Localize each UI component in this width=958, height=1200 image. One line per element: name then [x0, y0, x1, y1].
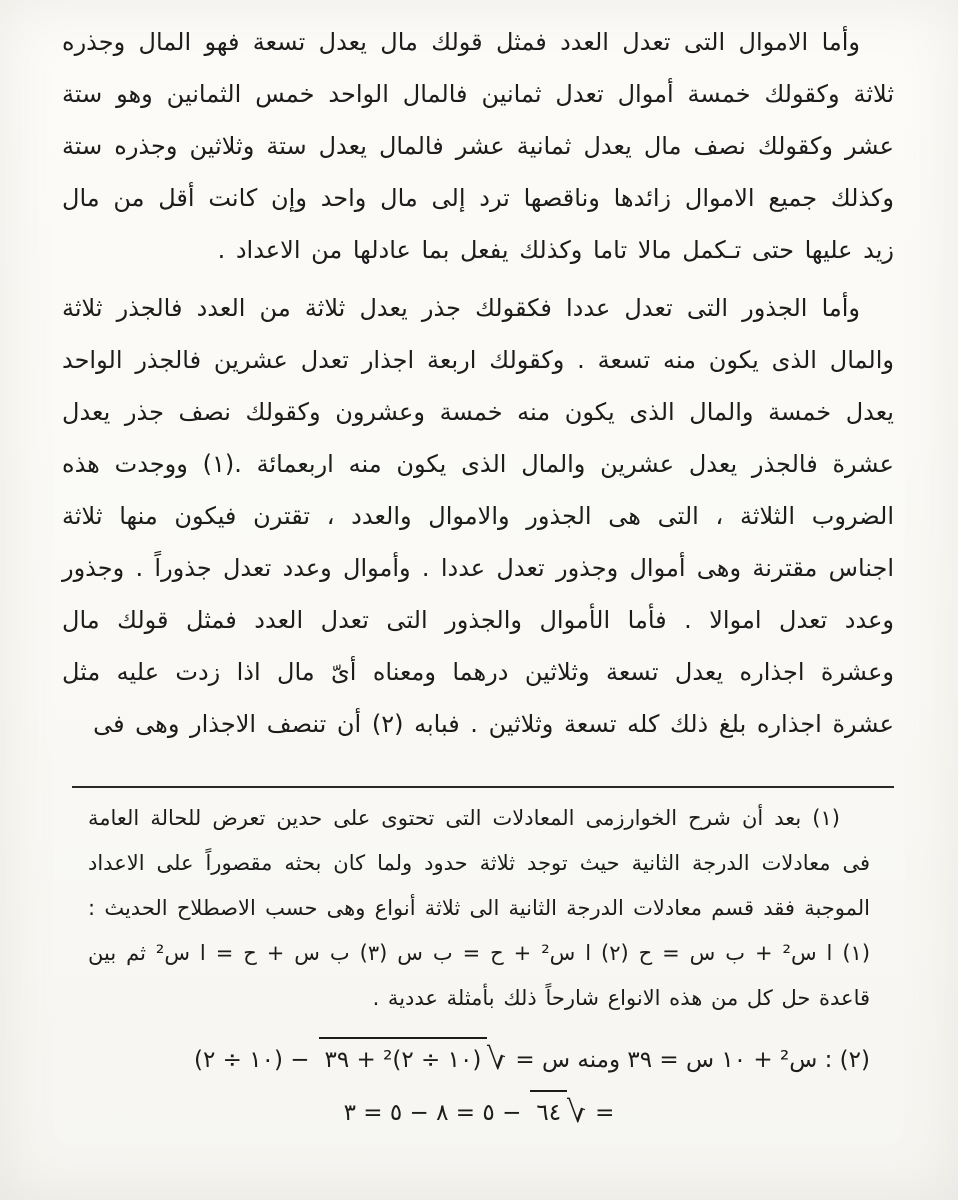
footnote-2-equation-line-1	[88, 1037, 870, 1080]
equation-2-tail: − ٥ = ٨ − ٥ = ٣	[343, 1100, 522, 1126]
equation-2-lead: =	[595, 1100, 615, 1126]
footnotes-block	[88, 796, 870, 1133]
footnote-2-equation-line-2	[88, 1090, 870, 1133]
radical-group-1	[319, 1037, 507, 1080]
equation-1-lead: (٢) : س² + ١٠ س = ٣٩ ومنه س =	[515, 1047, 870, 1073]
footnote-1: (١) بعد أن شرح الخوارزمى المعادلات التى تحتوى على حدين تعرض للحالة العامة فى معادلات الدرجة الثانية حيث توجد ثلاثة حدود ولما كان بحثه مقصوراً على الاعداد الموجبة فقد قسم معادلات الدرجة الثانية الى ثلاثة أنواع وهى حسب الاصطلاح الحديث : (١) ا س² + ب س = ح (٢) ا س² + ح = ب س (٣) ب س + ح = ا س² ثم بين قاعدة حل كل من هذه الانواع شارحاً ذلك بأمثلة عددية .	[88, 806, 871, 1010]
body-paragraph-judhur: وأما الجذور التى تعدل عددا فكقولك جذر يعدل ثلاثة من العدد فالجذر ثلاثة والمال الذى يكون منه تسعة . وكقولك اربعة اجذار تعدل عشرين فالجذر الواحد يعدل خمسة والمال الذى يكون منه خمسة وعشرون وكقولك نصف جذر يعدل عشرة فالجذر يعدل عشرين والمال الذى يكون منه اربعمائة .(١) ووجدت هذه الضروب الثلاثة ، التى هى الجذور والاموال والعدد ، تقترن فيكون منها ثلاثة اجناس مقترنة وهى أموال وجذور تعدل عددا . وأموال وعدد تعدل جذوراً . وجذور وعدد تعدل اموالا . فأما الأموال والجذور التى تعدل العدد فمثل قولك مال وعشرة اجذاره يعدل تسعة وثلاثين درهما ومعناه أىّ مال اذا زدت عليه مثل عشرة اجذاره بلغ ذلك كله تسعة وثلاثين . فبابه (٢) أن تنصف الاجذار وهى فى	[62, 294, 895, 738]
equation-2-radicand: ٦٤	[530, 1090, 567, 1133]
radical-sign-icon: √	[487, 1042, 507, 1077]
main-text-block	[62, 16, 894, 750]
radical-group-2	[530, 1090, 586, 1133]
footnote-separator-rule	[72, 786, 894, 788]
body-paragraph-amwal: وأما الاموال التى تعدل العدد فمثل قولك مال يعدل تسعة فهو المال وجذره ثلاثة وكقولك خمسة أموال تعدل ثمانين فالمال الواحد خمس الثمانين وهو ستة عشر وكقولك نصف مال يعدل ثمانية عشر فالمال يعدل ستة وثلاثين وجذره ستة وكذلك جميع الاموال زائدها وناقصها ترد إلى مال واحد وإن كانت أقل من مال زيد عليها حتى تـكمل مالا تاما وكذلك يفعل بما عادلها من الاعداد .	[62, 28, 894, 264]
equation-1-radicand: (١٠ ÷ ٢)² + ٣٩	[319, 1037, 488, 1080]
equation-1-tail: − (١٠ ÷ ٢)	[194, 1047, 310, 1073]
radical-sign-icon: √	[567, 1095, 587, 1130]
